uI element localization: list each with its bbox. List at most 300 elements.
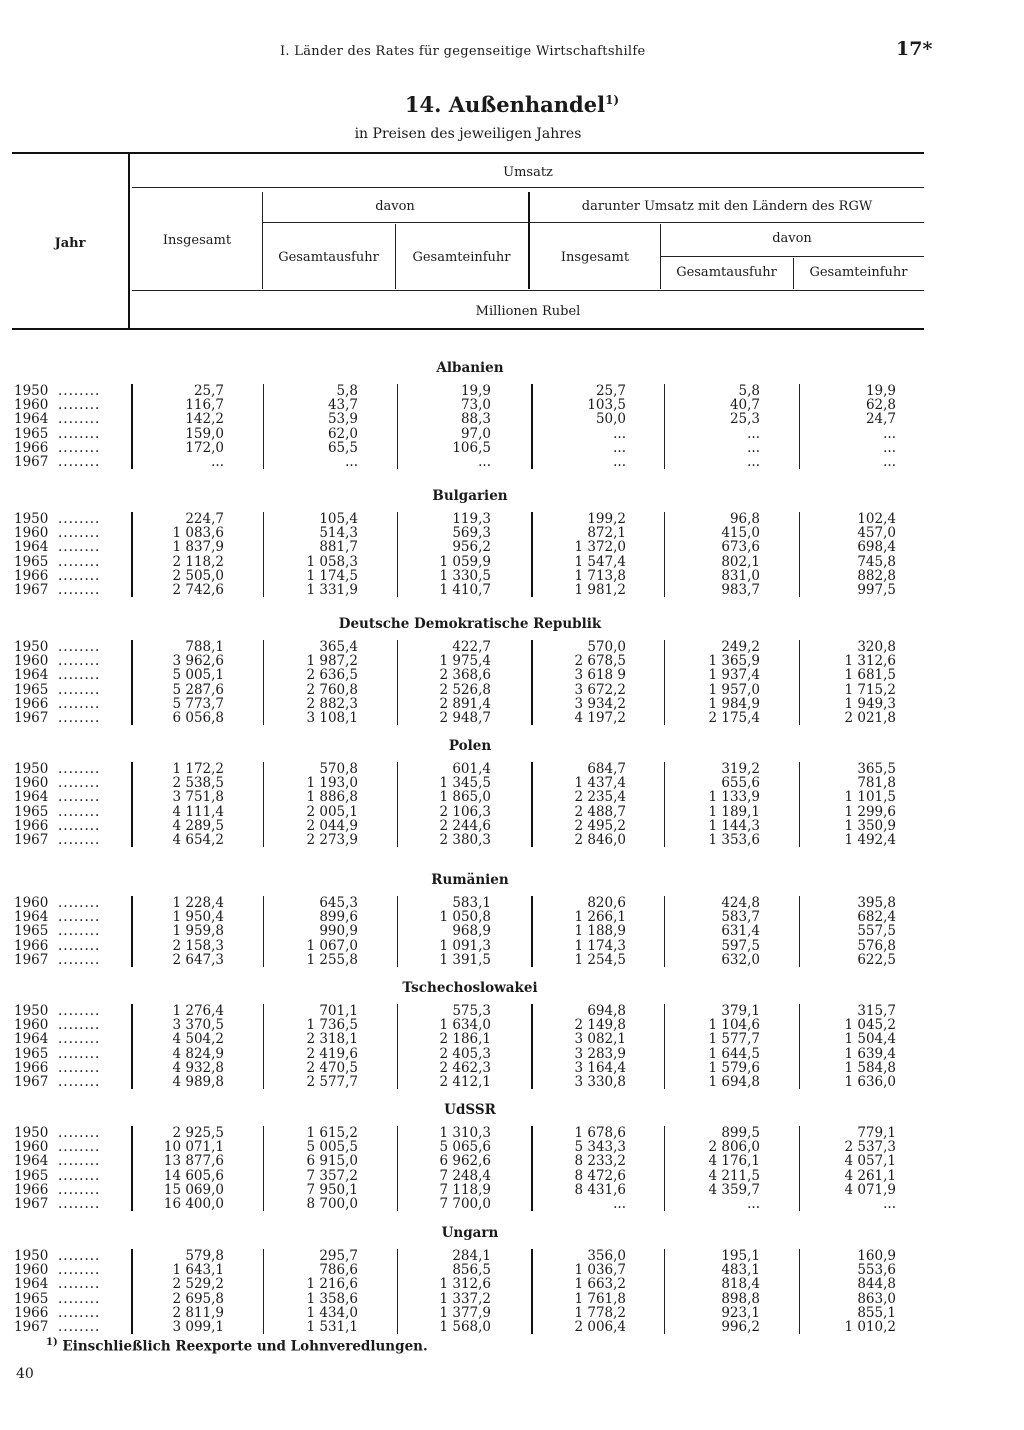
table-cell: 320,8 (857, 639, 896, 655)
table-cell: 1 636,0 (844, 1074, 896, 1090)
table-cell: 1 865,0 (439, 789, 491, 806)
table-cell: 1 492,4 (844, 832, 896, 848)
table-cell: 1 547,4 (574, 553, 626, 570)
row-year: 1950 (14, 1248, 49, 1264)
row-year: 1960 (14, 653, 49, 670)
row-year: 1950 (14, 761, 49, 777)
leader-dots: ........ (58, 1319, 101, 1335)
row-year: 1964 (14, 1153, 49, 1170)
table-cell: 1 059,9 (439, 553, 491, 570)
table-cell: 1 504,4 (844, 1031, 896, 1048)
row-year: 1960 (14, 775, 49, 792)
table-cell: 2 948,7 (439, 710, 491, 726)
table-row (0, 762, 1024, 776)
row-year: 1964 (14, 411, 49, 428)
leader-dots: ........ (58, 681, 101, 698)
table-cell: 25,3 (729, 411, 760, 428)
row-year: 1965 (14, 681, 49, 698)
table-cell: ... (613, 454, 626, 470)
running-header: I. Länder des Rates für gegenseitige Wirtschaftshilfe (280, 44, 646, 59)
leader-dots: ........ (58, 1181, 101, 1198)
table-cell: 4 824,9 (172, 1045, 224, 1062)
table-cell: 1 957,0 (708, 681, 760, 698)
header-rgw-gesamtausfuhr: Gesamtausfuhr (676, 265, 777, 280)
table-cell: 645,3 (319, 895, 358, 911)
table-row (0, 384, 1024, 398)
table-cell: 365,4 (319, 639, 358, 655)
table-cell: 983,7 (721, 582, 760, 598)
table-cell: 1 987,2 (306, 653, 358, 670)
title-footnote-mark: 1) (605, 93, 620, 107)
table-cell: 1 174,5 (306, 567, 358, 584)
table-cell: 570,0 (587, 639, 626, 655)
country-section-title: Polen (448, 738, 492, 754)
table-cell: 106,5 (452, 439, 491, 456)
table-cell: 4 654,2 (172, 832, 224, 848)
table-row (0, 697, 1024, 711)
leader-dots: ........ (58, 639, 101, 655)
table-cell: 1 579,6 (708, 1059, 760, 1076)
row-year: 1960 (14, 1017, 49, 1034)
table-cell: 1 358,6 (306, 1290, 358, 1307)
table-cell: 583,1 (452, 895, 491, 911)
table-cell: 159,0 (185, 425, 224, 442)
table-cell: 882,8 (857, 567, 896, 584)
leader-dots: ........ (58, 553, 101, 570)
table-row (0, 924, 1024, 938)
leader-dots: ........ (58, 1059, 101, 1076)
table-cell: 1 981,2 (574, 582, 626, 598)
row-year: 1950 (14, 1003, 49, 1019)
footnote-mark: 1) (46, 1337, 58, 1348)
table-cell: 2 806,0 (708, 1139, 760, 1156)
row-year: 1950 (14, 511, 49, 527)
table-row (0, 1169, 1024, 1183)
table-cell: 3 934,2 (574, 695, 626, 712)
table-cell: ... (883, 425, 896, 442)
table-cell: 5 773,7 (172, 695, 224, 712)
table-cell: 632,0 (721, 951, 760, 968)
leader-dots: ........ (58, 1125, 101, 1141)
table-row (0, 910, 1024, 924)
table-cell: 284,1 (452, 1248, 491, 1264)
table-row (0, 640, 1024, 654)
leader-dots: ........ (58, 1153, 101, 1170)
row-year: 1967 (14, 951, 49, 968)
table-cell: 1 276,4 (172, 1003, 224, 1019)
table-cell: 2 526,8 (439, 681, 491, 698)
table-row (0, 833, 1024, 847)
table-cell: ... (613, 1196, 626, 1212)
table-cell: 1 104,6 (708, 1017, 760, 1034)
table-cell: 483,1 (721, 1262, 760, 1279)
table-cell: 2 636,5 (306, 667, 358, 684)
table-cell: 1 216,6 (306, 1276, 358, 1293)
table-cell: 2 695,8 (172, 1290, 224, 1307)
table-row (0, 555, 1024, 569)
table-cell: 1 255,8 (306, 951, 358, 968)
row-year: 1967 (14, 710, 49, 726)
table-cell: 97,0 (460, 425, 491, 442)
table-cell: 4 989,8 (172, 1074, 224, 1090)
row-year: 1966 (14, 1059, 49, 1076)
table-cell: 96,8 (729, 511, 760, 527)
table-cell: 684,7 (587, 761, 626, 777)
table-cell: 6 962,6 (439, 1153, 491, 1170)
leader-dots: ........ (58, 397, 101, 414)
leader-dots: ........ (58, 710, 101, 726)
country-section-title: Albanien (436, 360, 504, 376)
table-cell: 224,7 (185, 511, 224, 527)
table-row (0, 1183, 1024, 1197)
table-cell: 24,7 (865, 411, 896, 428)
table-cell: ... (747, 1196, 760, 1212)
table-cell: 1 330,5 (439, 567, 491, 584)
table-cell: 1 437,4 (574, 775, 626, 792)
table-cell: 2 846,0 (574, 832, 626, 848)
table-cell: 1 694,8 (708, 1074, 760, 1090)
table-cell: 2 158,3 (172, 937, 224, 954)
table-cell: 62,8 (865, 397, 896, 414)
header-rgw-insgesamt: Insgesamt (560, 250, 630, 265)
table-cell: 160,9 (857, 1248, 896, 1264)
table-cell: 2 678,5 (574, 653, 626, 670)
table-cell: 4 057,1 (844, 1153, 896, 1170)
table-cell: ... (883, 439, 896, 456)
leader-dots: ........ (58, 803, 101, 820)
table-cell: 968,9 (452, 923, 491, 940)
table-cell: 2 462,3 (439, 1059, 491, 1076)
table-cell: 5,8 (336, 383, 358, 399)
table-row (0, 1047, 1024, 1061)
table-cell: 2 647,3 (172, 951, 224, 968)
table-cell: 25,7 (595, 383, 626, 399)
table-cell: 457,0 (857, 525, 896, 542)
table-row (0, 1154, 1024, 1168)
table-row (0, 953, 1024, 967)
table-row (0, 1032, 1024, 1046)
row-year: 1967 (14, 1319, 49, 1335)
row-year: 1966 (14, 439, 49, 456)
header-umsatz: Umsatz (503, 165, 553, 180)
table-cell: 576,8 (857, 937, 896, 954)
table-cell: 597,5 (721, 937, 760, 954)
leader-dots: ........ (58, 1262, 101, 1279)
table-cell: 365,5 (857, 761, 896, 777)
table-cell: 831,0 (721, 567, 760, 584)
table-cell: 1 736,5 (306, 1017, 358, 1034)
row-year: 1965 (14, 553, 49, 570)
table-cell: 13 877,6 (163, 1153, 224, 1170)
table-cell: 2 742,6 (172, 582, 224, 598)
table-cell: 956,2 (452, 539, 491, 556)
table-row (0, 569, 1024, 583)
table-cell: 1 188,9 (574, 923, 626, 940)
table-row (0, 412, 1024, 426)
table-row (0, 1061, 1024, 1075)
table-cell: 1 577,7 (708, 1031, 760, 1048)
row-year: 1960 (14, 1262, 49, 1279)
header-darunter-rule (530, 222, 924, 223)
table-cell: 818,4 (721, 1276, 760, 1293)
header-unit: Millionen Rubel (475, 304, 581, 319)
table-cell: ... (613, 439, 626, 456)
table-cell: 1 350,9 (844, 817, 896, 834)
header-unit-rule (132, 290, 924, 291)
table-cell: ... (478, 454, 491, 470)
table-cell: 569,3 (452, 525, 491, 542)
table-cell: 6 056,8 (172, 710, 224, 726)
header-davon2-rule (660, 256, 924, 257)
table-row (0, 1306, 1024, 1320)
table-cell: 25,7 (193, 383, 224, 399)
table-row (0, 1320, 1024, 1334)
table-cell: 1 975,4 (439, 653, 491, 670)
row-year: 1960 (14, 1139, 49, 1156)
table-cell: 844,8 (857, 1276, 896, 1293)
table-cell: 88,3 (460, 411, 491, 428)
table-cell: 899,6 (319, 909, 358, 926)
table-cell: ... (211, 454, 224, 470)
table-cell: 50,0 (595, 411, 626, 428)
table-cell: ... (747, 439, 760, 456)
country-section-title: Deutsche Demokratische Republik (338, 616, 602, 632)
table-cell: 119,3 (452, 511, 491, 527)
table-cell: 2 106,3 (439, 803, 491, 820)
header-rgw-gesamteinfuhr: Gesamteinfuhr (809, 265, 908, 280)
leader-dots: ........ (58, 1031, 101, 1048)
leader-dots: ........ (58, 567, 101, 584)
row-year: 1966 (14, 695, 49, 712)
table-cell: ... (345, 454, 358, 470)
leader-dots: ........ (58, 383, 101, 399)
leader-dots: ........ (58, 909, 101, 926)
table-cell: 872,1 (587, 525, 626, 542)
table-cell: 1 837,9 (172, 539, 224, 556)
table-cell: 881,7 (319, 539, 358, 556)
table-cell: 379,1 (721, 1003, 760, 1019)
table-cell: 1 174,3 (574, 937, 626, 954)
page-number: 17* (896, 38, 933, 60)
country-section-title: Rumänien (431, 872, 509, 888)
table-cell: 195,1 (721, 1248, 760, 1264)
table-cell: 781,8 (857, 775, 896, 792)
leader-dots: ........ (58, 439, 101, 456)
table-title-text: 14. Außenhandel (404, 92, 606, 117)
table-cell: 3 164,4 (574, 1059, 626, 1076)
table-cell: 1 410,7 (439, 582, 491, 598)
row-year: 1967 (14, 1074, 49, 1090)
leader-dots: ........ (58, 511, 101, 527)
table-cell: 1 434,0 (306, 1304, 358, 1321)
row-year: 1964 (14, 909, 49, 926)
row-year: 1965 (14, 425, 49, 442)
table-cell: 1 133,9 (708, 789, 760, 806)
table-cell: 1 984,9 (708, 695, 760, 712)
header-davon-rule (262, 222, 528, 223)
table-cell: 8 472,6 (574, 1167, 626, 1184)
row-year: 1966 (14, 567, 49, 584)
table-cell: 2 186,1 (439, 1031, 491, 1048)
leader-dots: ........ (58, 1167, 101, 1184)
table-cell: 1 950,4 (172, 909, 224, 926)
table-cell: 631,4 (721, 923, 760, 940)
table-cell: 7 357,2 (306, 1167, 358, 1184)
bottom-page-number: 40 (16, 1366, 34, 1382)
table-cell: 514,3 (319, 525, 358, 542)
table-cell: 5 343,3 (574, 1139, 626, 1156)
table-cell: 3 330,8 (574, 1074, 626, 1090)
table-row (0, 427, 1024, 441)
table-cell: 1 365,9 (708, 653, 760, 670)
table-cell: 1 193,0 (306, 775, 358, 792)
table-cell: 2 882,3 (306, 695, 358, 712)
table-cell: 15 069,0 (163, 1181, 224, 1198)
table-cell: 1 010,2 (844, 1319, 896, 1335)
table-cell: 142,2 (185, 411, 224, 428)
table-row (0, 1292, 1024, 1306)
table-cell: 682,4 (857, 909, 896, 926)
table-cell: 1 584,8 (844, 1059, 896, 1076)
header-rgw-davon: davon (772, 231, 812, 246)
table-cell: 2 006,4 (574, 1319, 626, 1335)
table-cell: 1 643,1 (172, 1262, 224, 1279)
table-cell: 557,5 (857, 923, 896, 940)
table-cell: 855,1 (857, 1304, 896, 1321)
header-top-rule (12, 152, 924, 154)
table-cell: 16 400,0 (163, 1196, 224, 1212)
table-cell: 5 287,6 (172, 681, 224, 698)
table-cell: 990,9 (319, 923, 358, 940)
table-cell: 7 118,9 (439, 1181, 491, 1198)
table-cell: 1 634,0 (439, 1017, 491, 1034)
table-row (0, 583, 1024, 597)
table-cell: 1 058,3 (306, 553, 358, 570)
table-cell: 1 172,2 (172, 761, 224, 777)
table-cell: 249,2 (721, 639, 760, 655)
table-cell: 199,2 (587, 511, 626, 527)
table-cell: 1 678,6 (574, 1125, 626, 1141)
table-title (0, 92, 1024, 117)
table-cell: 5 005,5 (306, 1139, 358, 1156)
table-cell: 1 949,3 (844, 695, 896, 712)
table-cell: 1 254,5 (574, 951, 626, 968)
country-section-title: UdSSR (444, 1102, 496, 1118)
table-cell: 295,7 (319, 1248, 358, 1264)
table-cell: 2 318,1 (306, 1031, 358, 1048)
table-cell: 570,8 (319, 761, 358, 777)
row-year: 1950 (14, 1125, 49, 1141)
header-jahr: Jahr (54, 236, 86, 251)
row-year: 1964 (14, 667, 49, 684)
leader-dots: ........ (58, 1017, 101, 1034)
country-section-title: Ungarn (441, 1225, 499, 1241)
table-cell: 694,8 (587, 1003, 626, 1019)
table-cell: 2 529,2 (172, 1276, 224, 1293)
table-cell: 802,1 (721, 553, 760, 570)
table-row (0, 526, 1024, 540)
header-gesamtausfuhr: Gesamtausfuhr (278, 250, 379, 265)
table-cell: 2 149,8 (574, 1017, 626, 1034)
table-cell: 319,2 (721, 761, 760, 777)
table-cell: 2 760,8 (306, 681, 358, 698)
table-cell: 3 672,2 (574, 681, 626, 698)
table-cell: 2 495,2 (574, 817, 626, 834)
row-year: 1966 (14, 1304, 49, 1321)
table-cell: 898,8 (721, 1290, 760, 1307)
table-cell: 1 713,8 (574, 567, 626, 584)
leader-dots: ........ (58, 1304, 101, 1321)
country-section-title: Bulgarien (432, 488, 508, 504)
table-cell: 1 331,9 (306, 582, 358, 598)
table-cell: 4 111,4 (172, 803, 224, 820)
table-cell: 424,8 (721, 895, 760, 911)
table-cell: 2 412,1 (439, 1074, 491, 1090)
leader-dots: ........ (58, 411, 101, 428)
table-cell: 863,0 (857, 1290, 896, 1307)
table-cell: 103,5 (587, 397, 626, 414)
table-cell: 583,7 (721, 909, 760, 926)
table-row (0, 668, 1024, 682)
table-cell: 1 778,2 (574, 1304, 626, 1321)
table-cell: 996,2 (721, 1319, 760, 1335)
table-row (0, 805, 1024, 819)
leader-dots: ........ (58, 1248, 101, 1264)
table-cell: 856,5 (452, 1262, 491, 1279)
table-cell: 1 083,6 (172, 525, 224, 542)
table-row (0, 939, 1024, 953)
table-cell: 1 663,2 (574, 1276, 626, 1293)
table-cell: 1 091,3 (439, 937, 491, 954)
table-cell: 8 431,6 (574, 1181, 626, 1198)
table-cell: 5 065,6 (439, 1139, 491, 1156)
table-cell: 1 937,4 (708, 667, 760, 684)
table-cell: 8 233,2 (574, 1153, 626, 1170)
table-row (0, 654, 1024, 668)
table-cell: 73,0 (460, 397, 491, 414)
row-year: 1950 (14, 639, 49, 655)
leader-dots: ........ (58, 951, 101, 968)
table-cell: 356,0 (587, 1248, 626, 1264)
table-cell: 2 368,6 (439, 667, 491, 684)
table-cell: 2 811,9 (172, 1304, 224, 1321)
table-cell: 3 099,1 (172, 1319, 224, 1335)
leader-dots: ........ (58, 832, 101, 848)
table-cell: ... (883, 1196, 896, 1212)
row-year: 1965 (14, 803, 49, 820)
table-cell: 923,1 (721, 1304, 760, 1321)
table-cell: 7 950,1 (306, 1181, 358, 1198)
table-row (0, 398, 1024, 412)
leader-dots: ........ (58, 937, 101, 954)
table-cell: 2 470,5 (306, 1059, 358, 1076)
table-row (0, 711, 1024, 725)
table-cell: 2 235,4 (574, 789, 626, 806)
leader-dots: ........ (58, 525, 101, 542)
footnote-text: Einschließlich Reexporte und Lohnveredlungen. (62, 1338, 428, 1355)
table-cell: ... (883, 454, 896, 470)
country-section-title: Tschechoslowakei (402, 980, 538, 996)
row-year: 1964 (14, 789, 49, 806)
table-cell: 14 605,6 (163, 1167, 224, 1184)
table-cell: 2 244,6 (439, 817, 491, 834)
table-cell: 2 175,4 (708, 710, 760, 726)
leader-dots: ........ (58, 817, 101, 834)
table-row (0, 776, 1024, 790)
leader-dots: ........ (58, 789, 101, 806)
table-cell: 43,7 (327, 397, 358, 414)
table-cell: 1 045,2 (844, 1017, 896, 1034)
